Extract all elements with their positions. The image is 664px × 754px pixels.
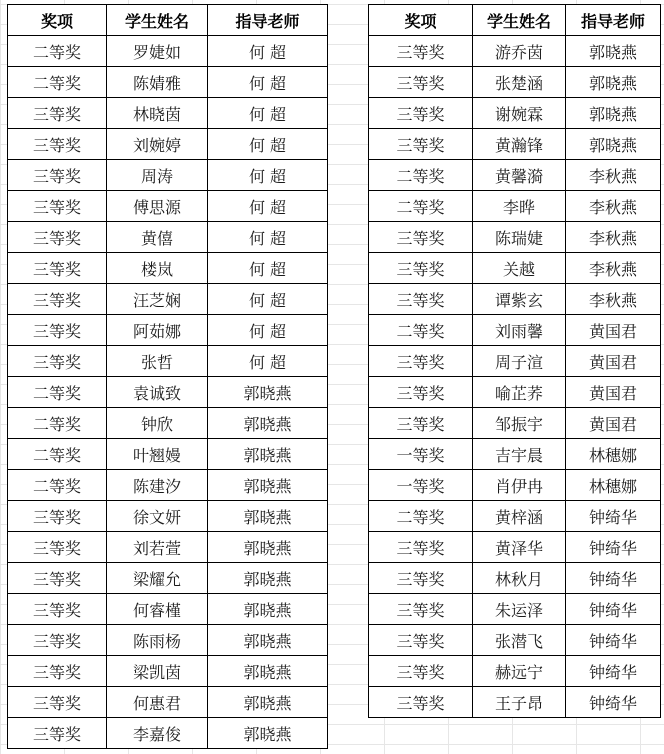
student-name-cell[interactable]: 钟欣 [107,408,208,439]
table-row [8,377,328,408]
advisor-cell[interactable]: 何 超 [208,36,328,67]
award-cell[interactable]: 三等奖 [8,501,107,532]
award-cell[interactable]: 二等奖 [8,67,107,98]
advisor-cell[interactable]: 郭晓燕 [208,656,328,687]
table-row [369,408,661,439]
header-advisor[interactable]: 指导老师 [208,5,328,36]
advisor-cell[interactable]: 钟绮华 [566,656,661,687]
award-cell[interactable]: 三等奖 [8,656,107,687]
award-cell[interactable]: 三等奖 [369,284,473,315]
student-name-cell[interactable]: 梁耀允 [107,563,208,594]
advisor-cell[interactable]: 郭晓燕 [208,408,328,439]
student-name-cell[interactable]: 汪芝娴 [107,284,208,315]
advisor-cell[interactable]: 李秋燕 [566,191,661,222]
student-name-cell[interactable]: 袁诚致 [107,377,208,408]
advisor-cell[interactable]: 何 超 [208,315,328,346]
student-name-cell[interactable]: 黄泽华 [473,532,566,563]
advisor-cell[interactable]: 郭晓燕 [566,98,661,129]
student-name-cell[interactable]: 吉宇晨 [473,439,566,470]
award-cell[interactable]: 二等奖 [8,377,107,408]
award-cell[interactable]: 三等奖 [369,687,473,718]
student-name-cell[interactable]: 周子渲 [473,346,566,377]
award-cell[interactable]: 三等奖 [8,687,107,718]
table-header-row [369,5,661,36]
table-row [8,191,328,222]
student-name-cell[interactable]: 林秋月 [473,563,566,594]
student-name-cell[interactable]: 罗婕如 [107,36,208,67]
table-row [369,346,661,377]
table-row [369,129,661,160]
advisor-cell[interactable]: 郭晓燕 [208,563,328,594]
table-row [369,36,661,67]
student-name-cell[interactable]: 张楚涵 [473,67,566,98]
award-cell[interactable]: 三等奖 [8,284,107,315]
table-row [8,67,328,98]
student-name-cell[interactable]: 张哲 [107,346,208,377]
student-name-cell[interactable]: 关越 [473,253,566,284]
award-cell[interactable]: 三等奖 [369,98,473,129]
student-name-cell[interactable]: 陈雨杨 [107,625,208,656]
table-row [369,501,661,532]
award-cell[interactable]: 三等奖 [8,532,107,563]
award-cell[interactable]: 三等奖 [369,129,473,160]
header-advisor[interactable]: 指导老师 [566,5,661,36]
award-cell[interactable]: 三等奖 [8,98,107,129]
advisor-cell[interactable]: 何 超 [208,160,328,191]
header-student-name[interactable]: 学生姓名 [107,5,208,36]
student-name-cell[interactable]: 陈瑞婕 [473,222,566,253]
student-name-cell[interactable]: 朱运泽 [473,594,566,625]
table-row [369,222,661,253]
advisor-cell[interactable]: 郭晓燕 [208,470,328,501]
table-row [8,98,328,129]
award-cell[interactable]: 三等奖 [369,36,473,67]
advisor-cell[interactable]: 郭晓燕 [208,501,328,532]
advisor-cell[interactable]: 钟绮华 [566,532,661,563]
advisor-cell[interactable]: 何 超 [208,191,328,222]
award-cell[interactable]: 一等奖 [369,470,473,501]
table-row [369,439,661,470]
award-cell[interactable]: 二等奖 [369,315,473,346]
table-row [369,625,661,656]
table-row [8,222,328,253]
advisor-cell[interactable]: 何 超 [208,129,328,160]
table-row [8,346,328,377]
awards-table-left [7,4,328,749]
award-cell[interactable]: 二等奖 [369,191,473,222]
header-award[interactable]: 奖项 [369,5,473,36]
table-row [8,501,328,532]
student-name-cell[interactable]: 谢婉霖 [473,98,566,129]
award-cell[interactable]: 三等奖 [369,625,473,656]
student-name-cell[interactable]: 谭紫玄 [473,284,566,315]
student-name-cell[interactable]: 刘婉婷 [107,129,208,160]
advisor-cell[interactable]: 钟绮华 [566,501,661,532]
table-row [8,408,328,439]
table-header-row [8,5,328,36]
award-cell[interactable]: 三等奖 [8,191,107,222]
student-name-cell[interactable]: 林晓茵 [107,98,208,129]
table-row [369,67,661,98]
advisor-cell[interactable]: 李秋燕 [566,160,661,191]
award-cell[interactable]: 三等奖 [369,377,473,408]
award-cell[interactable]: 三等奖 [8,346,107,377]
student-name-cell[interactable]: 黄瀚锋 [473,129,566,160]
student-name-cell[interactable]: 徐文妍 [107,501,208,532]
table-row [8,687,328,718]
award-cell[interactable]: 三等奖 [8,253,107,284]
award-cell[interactable]: 一等奖 [369,439,473,470]
award-cell[interactable]: 三等奖 [8,625,107,656]
table-row [369,98,661,129]
advisor-cell[interactable]: 郭晓燕 [208,439,328,470]
advisor-cell[interactable]: 钟绮华 [566,625,661,656]
student-name-cell[interactable]: 游乔茵 [473,36,566,67]
award-cell[interactable]: 三等奖 [8,222,107,253]
advisor-cell[interactable]: 黄国君 [566,315,661,346]
table-body-left [8,36,328,749]
student-name-cell[interactable]: 陈建汐 [107,470,208,501]
table-row [8,563,328,594]
table-row [8,656,328,687]
table-row [369,253,661,284]
awards-table-right [368,4,661,718]
table-row [8,253,328,284]
advisor-cell[interactable]: 黄国君 [566,408,661,439]
student-name-cell[interactable]: 黄僖 [107,222,208,253]
table-row [8,160,328,191]
student-name-cell[interactable]: 赫远宁 [473,656,566,687]
award-cell[interactable]: 三等奖 [8,563,107,594]
student-name-cell[interactable]: 喻芷荞 [473,377,566,408]
student-name-cell[interactable]: 李嘉俊 [107,718,208,749]
student-name-cell[interactable]: 李晔 [473,191,566,222]
student-name-cell[interactable]: 傅思源 [107,191,208,222]
award-cell[interactable]: 三等奖 [369,563,473,594]
advisor-cell[interactable]: 钟绮华 [566,687,661,718]
student-name-cell[interactable]: 阿茹娜 [107,315,208,346]
student-name-cell[interactable]: 陈婧雅 [107,67,208,98]
award-cell[interactable]: 三等奖 [8,718,107,749]
student-name-cell[interactable]: 黄馨漪 [473,160,566,191]
table-row [369,377,661,408]
student-name-cell[interactable]: 何睿槿 [107,594,208,625]
advisor-cell[interactable]: 林穗娜 [566,470,661,501]
table-row [369,284,661,315]
student-name-cell[interactable]: 周涛 [107,160,208,191]
table-body-right [369,36,661,718]
award-cell[interactable]: 三等奖 [8,129,107,160]
advisor-cell[interactable]: 郭晓燕 [566,36,661,67]
award-cell[interactable]: 二等奖 [369,501,473,532]
advisor-cell[interactable]: 李秋燕 [566,222,661,253]
advisor-cell[interactable]: 何 超 [208,222,328,253]
award-cell[interactable]: 二等奖 [8,36,107,67]
award-cell[interactable]: 二等奖 [369,160,473,191]
table-row [369,532,661,563]
table-row [8,594,328,625]
advisor-cell[interactable]: 郭晓燕 [208,377,328,408]
advisor-cell[interactable]: 郭晓燕 [566,129,661,160]
student-name-cell[interactable]: 叶翘嫚 [107,439,208,470]
table-row [8,129,328,160]
table-row [8,718,328,749]
table-row [369,656,661,687]
award-cell[interactable]: 三等奖 [369,656,473,687]
table-row [369,687,661,718]
student-name-cell[interactable]: 张潜飞 [473,625,566,656]
header-student-name[interactable]: 学生姓名 [473,5,566,36]
advisor-cell[interactable]: 何 超 [208,253,328,284]
advisor-cell[interactable]: 黄国君 [566,377,661,408]
award-cell[interactable]: 三等奖 [8,594,107,625]
student-name-cell[interactable]: 刘雨馨 [473,315,566,346]
table-row [8,532,328,563]
award-cell[interactable]: 三等奖 [369,594,473,625]
award-cell[interactable]: 三等奖 [369,222,473,253]
award-cell[interactable]: 三等奖 [369,532,473,563]
advisor-cell[interactable]: 何 超 [208,67,328,98]
advisor-cell[interactable]: 钟绮华 [566,594,661,625]
advisor-cell[interactable]: 钟绮华 [566,563,661,594]
award-cell[interactable]: 二等奖 [8,470,107,501]
advisor-cell[interactable]: 何 超 [208,98,328,129]
award-cell[interactable]: 二等奖 [8,439,107,470]
table-row [369,470,661,501]
table-row [8,284,328,315]
advisor-cell[interactable]: 黄国君 [566,346,661,377]
advisor-cell[interactable]: 郭晓燕 [566,67,661,98]
student-name-cell[interactable]: 肖伊冉 [473,470,566,501]
advisor-cell[interactable]: 郭晓燕 [208,532,328,563]
award-cell[interactable]: 三等奖 [369,67,473,98]
advisor-cell[interactable]: 郭晓燕 [208,594,328,625]
student-name-cell[interactable]: 黄梓涵 [473,501,566,532]
table-row [369,594,661,625]
advisor-cell[interactable]: 郭晓燕 [208,718,328,749]
advisor-cell[interactable]: 林穗娜 [566,439,661,470]
award-cell[interactable]: 三等奖 [8,315,107,346]
advisor-cell[interactable]: 李秋燕 [566,253,661,284]
student-name-cell[interactable]: 楼岚 [107,253,208,284]
advisor-cell[interactable]: 何 超 [208,284,328,315]
table-row [369,160,661,191]
table-row [369,315,661,346]
table-row [8,625,328,656]
table-row [8,36,328,67]
table-row [369,563,661,594]
table-row [8,470,328,501]
award-cell[interactable]: 三等奖 [8,160,107,191]
header-award[interactable]: 奖项 [8,5,107,36]
table-row [8,315,328,346]
student-name-cell[interactable]: 梁凯茵 [107,656,208,687]
award-cell[interactable]: 三等奖 [369,346,473,377]
award-cell[interactable]: 二等奖 [8,408,107,439]
table-row [8,439,328,470]
student-name-cell[interactable]: 刘若萱 [107,532,208,563]
advisor-cell[interactable]: 李秋燕 [566,284,661,315]
award-cell[interactable]: 三等奖 [369,408,473,439]
student-name-cell[interactable]: 王子昂 [473,687,566,718]
advisor-cell[interactable]: 何 超 [208,346,328,377]
table-row [369,191,661,222]
student-name-cell[interactable]: 何惠君 [107,687,208,718]
student-name-cell[interactable]: 邹振宇 [473,408,566,439]
award-cell[interactable]: 三等奖 [369,253,473,284]
advisor-cell[interactable]: 郭晓燕 [208,625,328,656]
advisor-cell[interactable]: 郭晓燕 [208,687,328,718]
